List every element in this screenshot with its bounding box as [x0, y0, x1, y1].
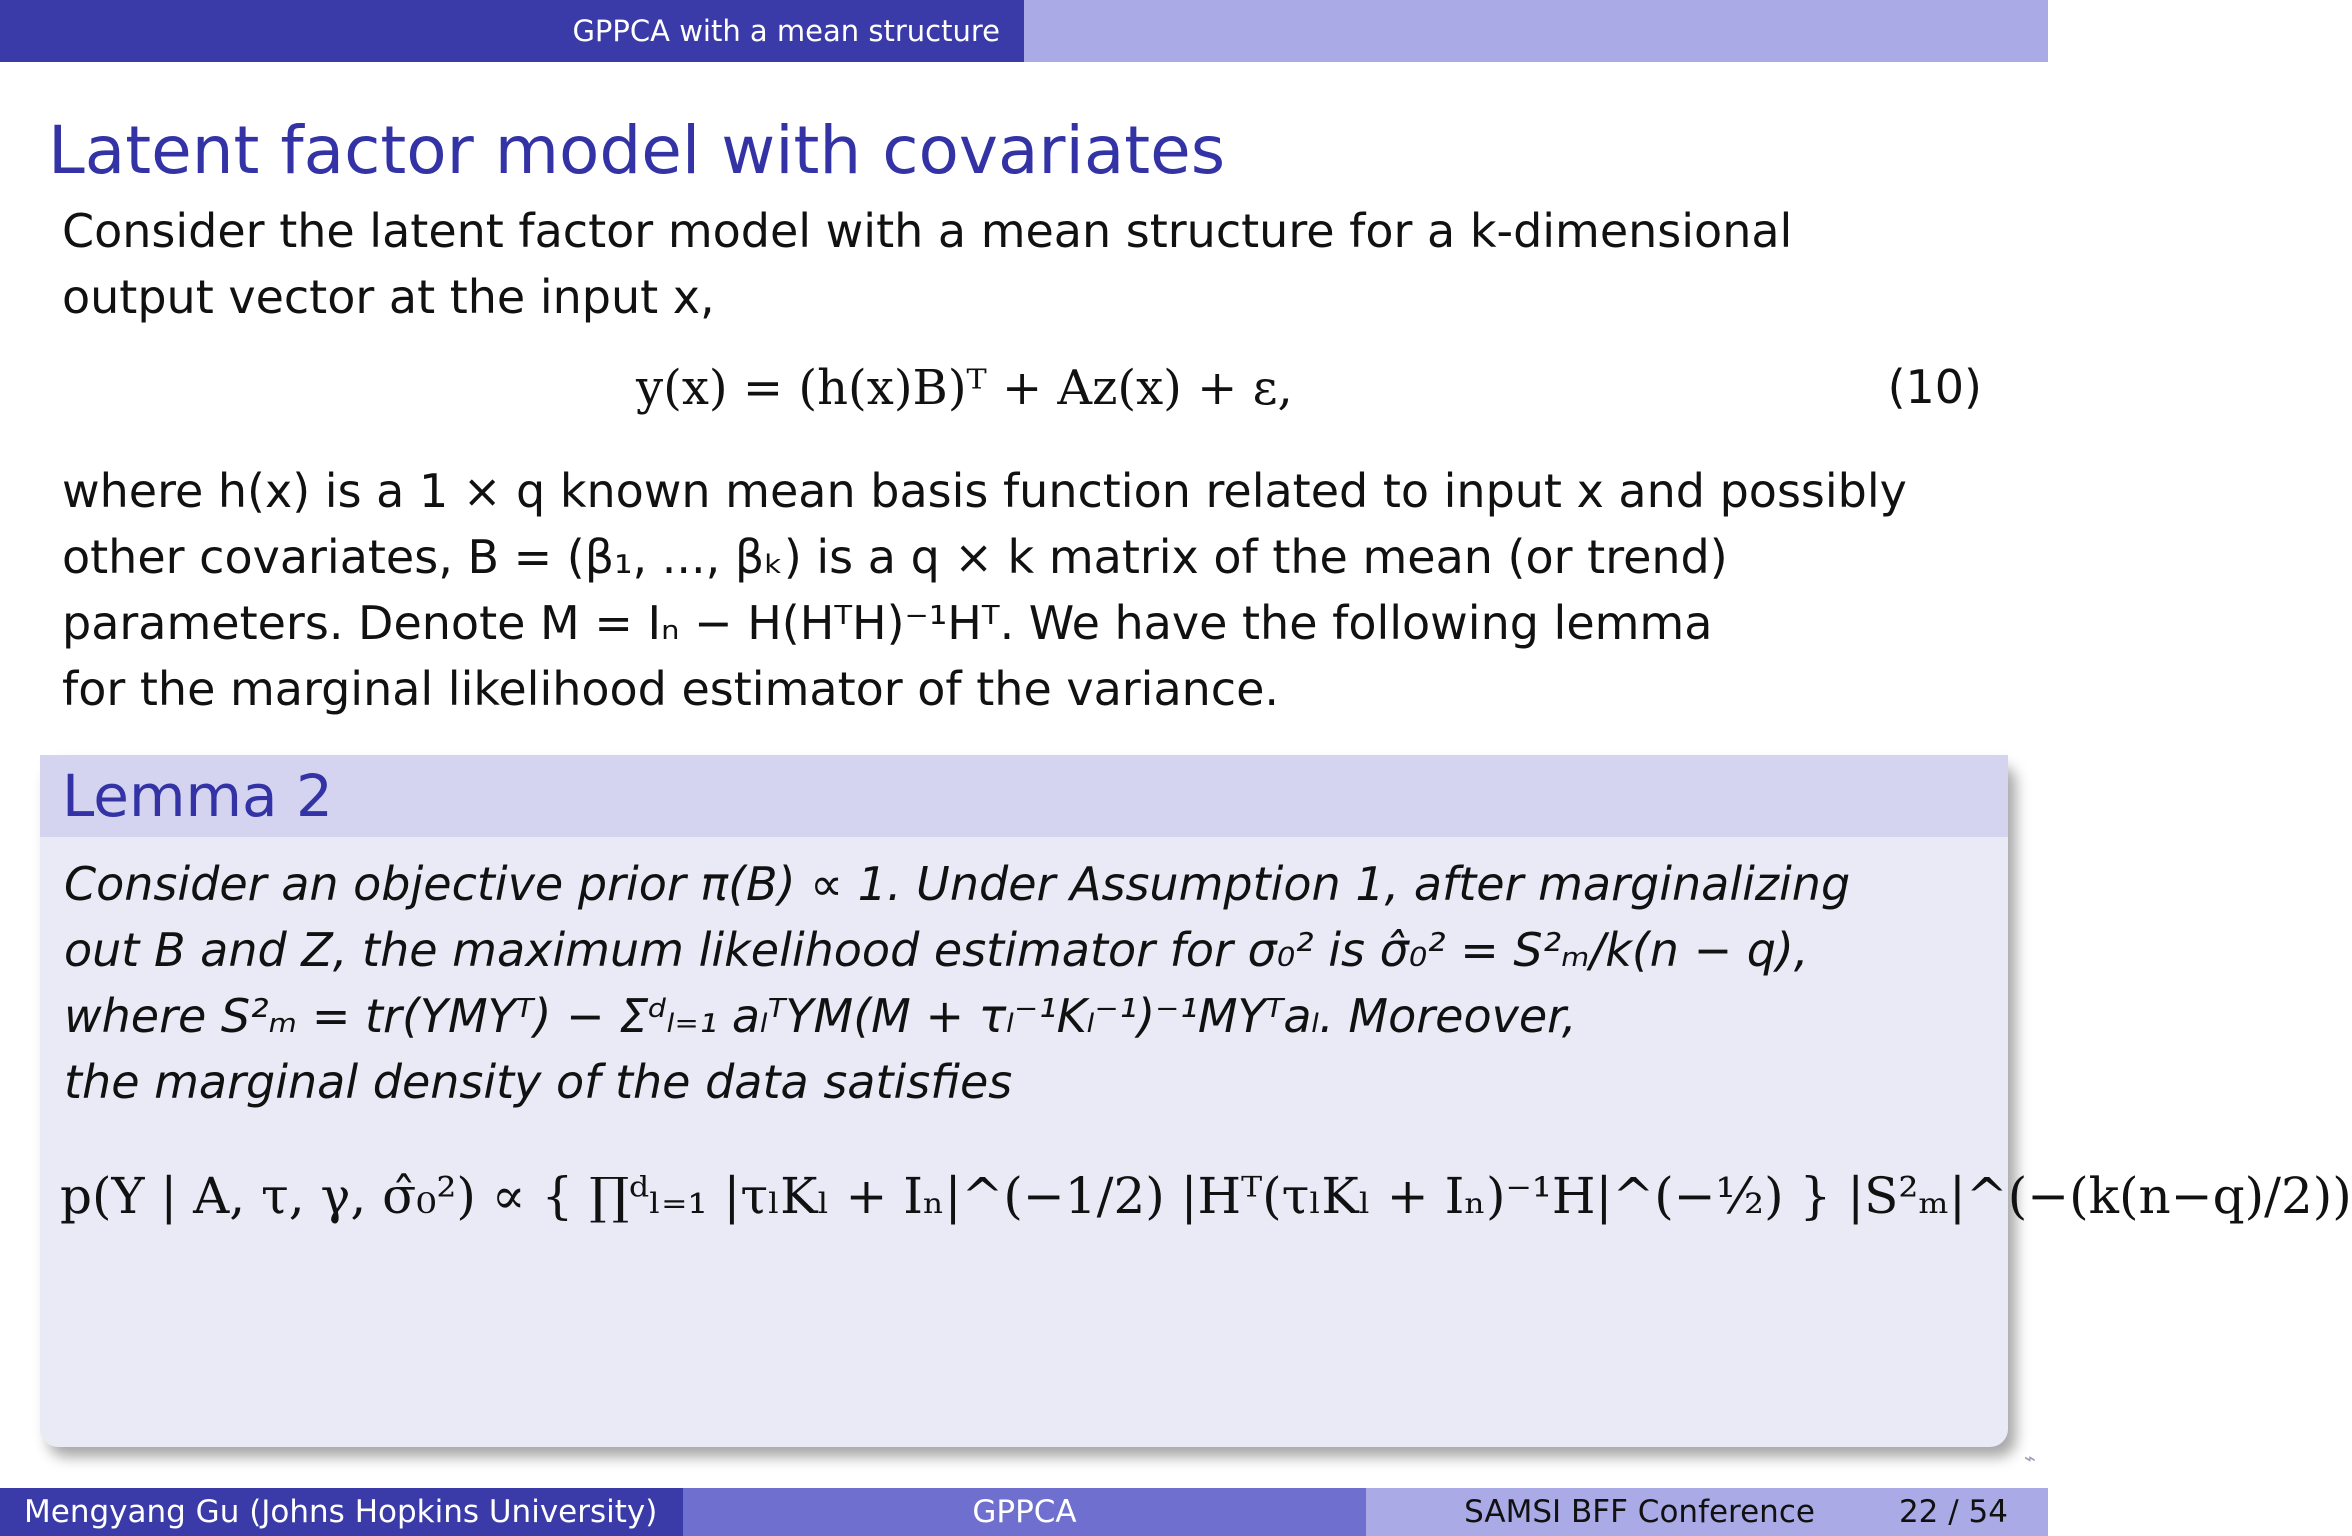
lemma-line-1: Consider an objective prior π(B) ∝ 1. Under Assumption 1, after marginalizing [64, 857, 1851, 911]
marginal-density-formula: p(Y | A, τ, γ, σ̂₀²) ∝ { ∏ᵈₗ₌₁ |τₗKₗ + Iₙ|^(−1/2) |Hᵀ(τₗKₗ + Iₙ)⁻¹H|^(−½) } |S²ₘ|^(−(k(n−q)/2)) [60, 1167, 2352, 1225]
intro-line-1: Consider the latent factor model with a mean structure for a k-dimensional [62, 204, 1793, 258]
section-header[interactable] [0, 0, 1024, 62]
footer-event-section[interactable] [1366, 1488, 2048, 1536]
footer-bar [0, 1488, 2048, 1536]
lemma-title: Lemma 2 [40, 755, 2008, 837]
top-navigation-bar [0, 0, 2048, 62]
equation-number: (10) [1887, 360, 1982, 414]
explanation-line-4: for the marginal likelihood estimator of the variance. [62, 662, 1280, 716]
lemma-block [40, 755, 2352, 1447]
equation-10 [0, 360, 2048, 426]
footer-author-section[interactable] [0, 1488, 683, 1536]
footer-short-title: GPPCA [972, 1494, 1077, 1530]
footer-author: Mengyang Gu (Johns Hopkins University) [24, 1494, 658, 1530]
footer-title-section[interactable] [683, 1488, 1366, 1536]
explanation-line-2: other covariates, B = (β₁, ..., βₖ) is a q × k matrix of the mean (or trend) [62, 530, 1728, 584]
footer-page-number: 22 / 54 [1898, 1494, 2008, 1530]
equation-body: y(x) = (h(x)B)ᵀ + Az(x) + ε, [636, 360, 1293, 416]
navigation-symbol-icon[interactable]: ⌁ [2023, 1446, 2036, 1470]
slide-title: Latent factor model with covariates [48, 112, 1226, 189]
intro-line-2: output vector at the input x, [62, 270, 715, 324]
top-bar-filler [1024, 0, 2048, 62]
section-title: GPPCA with a mean structure [572, 14, 1000, 48]
lemma-line-3: where S²ₘ = tr(YMYᵀ) − Σᵈₗ₌₁ aₗᵀYM(M + τₗ⁻¹Kₗ⁻¹)⁻¹MYᵀaₗ. Moreover, [64, 989, 1577, 1043]
footer-event: SAMSI BFF Conference [1464, 1494, 1815, 1530]
lemma-line-4: the marginal density of the data satisfies [64, 1055, 1013, 1109]
explanation-line-3: parameters. Denote M = Iₙ − H(HᵀH)⁻¹Hᵀ. We have the following lemma [62, 596, 1713, 650]
lemma-line-2: out B and Z, the maximum likelihood estimator for σ₀² is σ̂₀² = S²ₘ/k(n − q), [64, 923, 1809, 977]
explanation-line-1: where h(x) is a 1 × q known mean basis function related to input x and possibly [62, 464, 1907, 518]
